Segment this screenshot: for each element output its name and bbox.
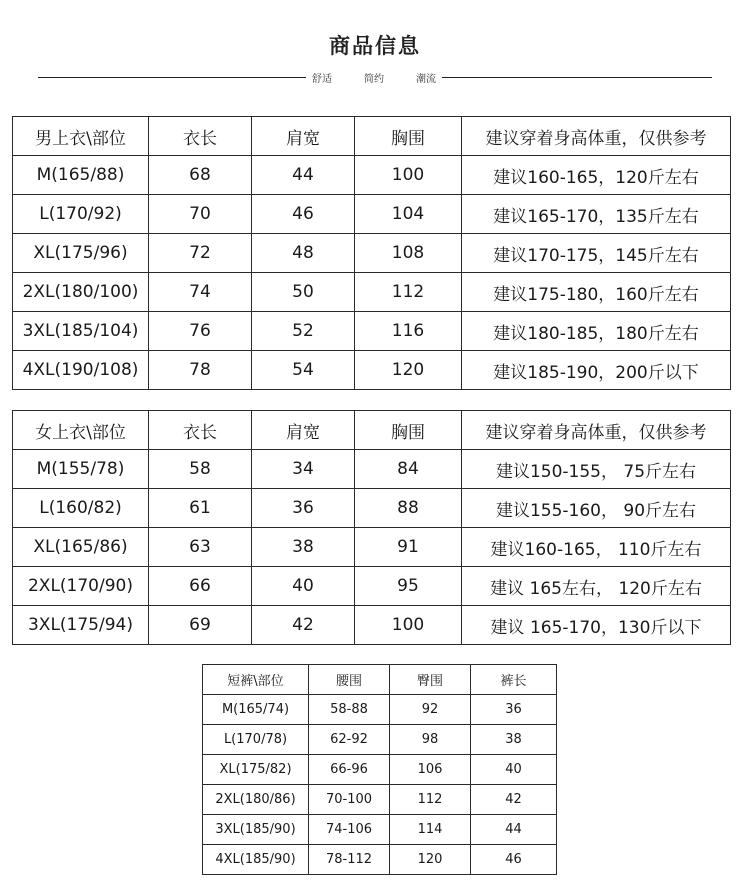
- table-cell: 68: [149, 156, 252, 195]
- table-row: [13, 234, 731, 273]
- table-cell: 42: [471, 785, 557, 815]
- tag-trend: 潮流: [416, 74, 436, 85]
- table-header-cell: 建议穿着身高体重，仅供参考: [462, 411, 731, 450]
- table-cell: 48: [252, 234, 355, 273]
- table-row: [203, 845, 557, 875]
- table-cell: 91: [355, 528, 462, 567]
- table-header-row: [203, 665, 557, 695]
- table-cell: 112: [390, 785, 471, 815]
- table-row: [13, 273, 731, 312]
- table-cell: 76: [149, 312, 252, 351]
- table-header-cell: 短裤\部位: [203, 665, 309, 695]
- table-cell: 2XL(170/90): [13, 567, 149, 606]
- table-row: [203, 785, 557, 815]
- table-header-cell: 肩宽: [252, 117, 355, 156]
- table-cell: 78-112: [309, 845, 390, 875]
- table-cell: 建议 165左右， 120斤左右: [462, 567, 731, 606]
- table-cell: 70-100: [309, 785, 390, 815]
- table-header-cell: 裤长: [471, 665, 557, 695]
- table-header-cell: 腰围: [309, 665, 390, 695]
- table-cell: 建议180-185，180斤左右: [462, 312, 731, 351]
- table-cell: 104: [355, 195, 462, 234]
- tag-simple: 简约: [364, 74, 384, 85]
- table-header-cell: 衣长: [149, 117, 252, 156]
- table-cell: 34: [252, 450, 355, 489]
- table-cell: 建议185-190，200斤以下: [462, 351, 731, 390]
- table-cell: 74-106: [309, 815, 390, 845]
- table-cell: 建议150-155， 75斤左右: [462, 450, 731, 489]
- table-cell: 36: [471, 695, 557, 725]
- table-cell: 50: [252, 273, 355, 312]
- table-cell: 98: [390, 725, 471, 755]
- table-cell: 36: [252, 489, 355, 528]
- table-header-cell: 建议穿着身高体重，仅供参考: [462, 117, 731, 156]
- table-cell: 58-88: [309, 695, 390, 725]
- shorts-size-table: [202, 664, 557, 875]
- table-cell: 3XL(175/94): [13, 606, 149, 645]
- table-row: [203, 725, 557, 755]
- table-cell: 58: [149, 450, 252, 489]
- table-cell: 61: [149, 489, 252, 528]
- table-cell: 84: [355, 450, 462, 489]
- table-cell: 建议160-165，120斤左右: [462, 156, 731, 195]
- table-cell: 44: [471, 815, 557, 845]
- table-row: [203, 815, 557, 845]
- table-cell: 62-92: [309, 725, 390, 755]
- table-cell: 52: [252, 312, 355, 351]
- divider-line-left: [38, 77, 306, 78]
- table-row: [13, 156, 731, 195]
- divider-line-right: [442, 77, 712, 78]
- table-cell: 建议175-180，160斤左右: [462, 273, 731, 312]
- subtitle-tags: [308, 70, 440, 85]
- table-cell: 92: [390, 695, 471, 725]
- table-cell: 106: [390, 755, 471, 785]
- table-cell: M(165/88): [13, 156, 149, 195]
- table-cell: 116: [355, 312, 462, 351]
- table-cell: XL(165/86): [13, 528, 149, 567]
- table-cell: 114: [390, 815, 471, 845]
- table-cell: 3XL(185/90): [203, 815, 309, 845]
- page-title: 商品信息: [329, 34, 421, 58]
- table-cell: 建议 165-170，130斤以下: [462, 606, 731, 645]
- table-cell: L(160/82): [13, 489, 149, 528]
- table-cell: 40: [471, 755, 557, 785]
- table-header-cell: 臀围: [390, 665, 471, 695]
- table-cell: 38: [471, 725, 557, 755]
- table-header-cell: 女上衣\部位: [13, 411, 149, 450]
- table-cell: 44: [252, 156, 355, 195]
- table-row: [203, 695, 557, 725]
- subtitle-divider: [38, 68, 712, 88]
- table-cell: 108: [355, 234, 462, 273]
- table-header-cell: 肩宽: [252, 411, 355, 450]
- table-cell: 66: [149, 567, 252, 606]
- table-row: [13, 450, 731, 489]
- table-cell: 3XL(185/104): [13, 312, 149, 351]
- table-cell: 42: [252, 606, 355, 645]
- table-cell: 69: [149, 606, 252, 645]
- table-cell: 建议165-170，135斤左右: [462, 195, 731, 234]
- table-row: [13, 489, 731, 528]
- table-header-row: [13, 117, 731, 156]
- table-cell: 74: [149, 273, 252, 312]
- table-cell: 88: [355, 489, 462, 528]
- table-cell: 2XL(180/86): [203, 785, 309, 815]
- table-cell: 40: [252, 567, 355, 606]
- table-cell: 112: [355, 273, 462, 312]
- table-cell: 4XL(190/108): [13, 351, 149, 390]
- table-cell: 78: [149, 351, 252, 390]
- table-cell: 46: [252, 195, 355, 234]
- table-cell: 建议160-165， 110斤左右: [462, 528, 731, 567]
- table-row: [203, 755, 557, 785]
- table-cell: 63: [149, 528, 252, 567]
- table-header-row: [13, 411, 731, 450]
- table-cell: 72: [149, 234, 252, 273]
- table-header-cell: 衣长: [149, 411, 252, 450]
- table-header-cell: 胸围: [355, 411, 462, 450]
- table-cell: 38: [252, 528, 355, 567]
- men-size-table: [12, 116, 731, 390]
- table-cell: 120: [390, 845, 471, 875]
- table-cell: XL(175/82): [203, 755, 309, 785]
- table-row: [13, 606, 731, 645]
- table-row: [13, 312, 731, 351]
- table-row: [13, 567, 731, 606]
- table-cell: 建议155-160， 90斤左右: [462, 489, 731, 528]
- table-cell: 120: [355, 351, 462, 390]
- table-cell: 70: [149, 195, 252, 234]
- table-cell: 2XL(180/100): [13, 273, 149, 312]
- table-row: [13, 195, 731, 234]
- table-cell: M(165/74): [203, 695, 309, 725]
- tag-comfort: 舒适: [312, 74, 332, 85]
- table-cell: XL(175/96): [13, 234, 149, 273]
- table-cell: 100: [355, 156, 462, 195]
- table-cell: 46: [471, 845, 557, 875]
- women-size-table: [12, 410, 731, 645]
- table-cell: 100: [355, 606, 462, 645]
- table-row: [13, 351, 731, 390]
- table-cell: 4XL(185/90): [203, 845, 309, 875]
- table-cell: L(170/92): [13, 195, 149, 234]
- table-header-cell: 男上衣\部位: [13, 117, 149, 156]
- table-cell: M(155/78): [13, 450, 149, 489]
- table-cell: 54: [252, 351, 355, 390]
- table-cell: 建议170-175，145斤左右: [462, 234, 731, 273]
- table-cell: 66-96: [309, 755, 390, 785]
- table-cell: 95: [355, 567, 462, 606]
- table-cell: L(170/78): [203, 725, 309, 755]
- table-row: [13, 528, 731, 567]
- table-header-cell: 胸围: [355, 117, 462, 156]
